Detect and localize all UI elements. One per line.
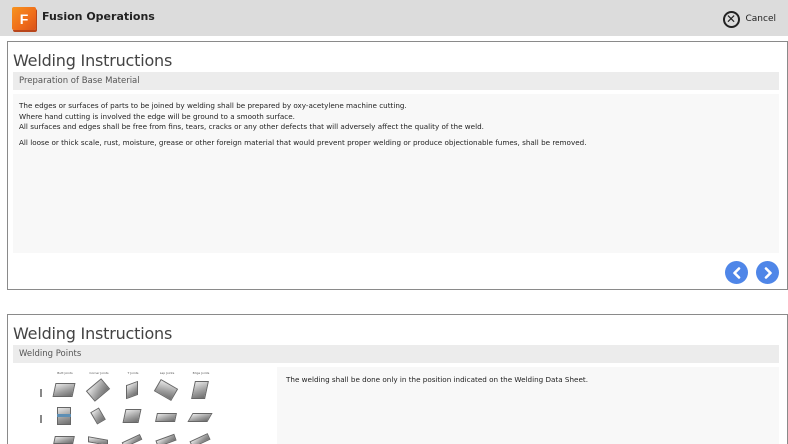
edge-joint-figure bbox=[185, 432, 215, 444]
instruction-panel-welding-points bbox=[7, 314, 788, 444]
welding-points-text bbox=[277, 367, 779, 444]
app-logo-icon bbox=[12, 7, 36, 30]
section-header bbox=[13, 345, 779, 363]
butt-joint-figure bbox=[49, 406, 79, 428]
joint-header: T Joints bbox=[127, 371, 139, 375]
logo-letter: F bbox=[19, 10, 29, 27]
instruction-paragraph: Where hand cutting is involved the edge will be ground to a smooth surface. bbox=[19, 111, 295, 121]
welding-joints-image bbox=[13, 367, 275, 444]
joint-header: Lap Joints bbox=[159, 371, 175, 375]
instruction-panel-base-material bbox=[7, 41, 788, 290]
next-button[interactable] bbox=[756, 261, 779, 284]
edge-joint-figure bbox=[185, 380, 215, 402]
corner-joint-figure bbox=[83, 380, 113, 402]
chevron-right-icon bbox=[762, 267, 774, 279]
corner-joint-figure bbox=[83, 406, 113, 428]
instruction-paragraph: All loose or thick scale, rust, moisture, grease or other foreign material that would prevent proper welding or produce objectionable fumes, shall be removed. bbox=[19, 137, 587, 147]
instruction-content bbox=[13, 94, 779, 253]
joint-header: Corner Joints bbox=[89, 371, 109, 375]
edge-joint-figure bbox=[185, 406, 215, 428]
instruction-paragraph: The welding shall be done only in the position indicated on the Welding Data Sheet. bbox=[286, 375, 588, 384]
joint-types-grid bbox=[49, 371, 217, 444]
section-title: Welding Points bbox=[19, 349, 82, 359]
previous-button[interactable] bbox=[725, 261, 748, 284]
panel-title: Welding Instructions bbox=[13, 51, 173, 70]
cancel-button[interactable] bbox=[723, 9, 777, 29]
t-joint-figure bbox=[117, 406, 147, 428]
instruction-content bbox=[13, 367, 779, 444]
app-header bbox=[0, 0, 788, 36]
butt-joint-figure bbox=[49, 380, 79, 402]
lap-joint-figure bbox=[151, 432, 181, 444]
lap-joint-figure bbox=[151, 380, 181, 402]
t-joint-figure bbox=[117, 432, 147, 444]
lap-joint-figure bbox=[151, 406, 181, 428]
row-marker bbox=[40, 415, 42, 423]
butt-joint-figure bbox=[49, 432, 79, 444]
joint-header: Butt Joints bbox=[57, 371, 73, 375]
app-title: Fusion Operations bbox=[42, 10, 155, 23]
joint-header: Edge Joints bbox=[192, 371, 210, 375]
cancel-label: Cancel bbox=[745, 14, 776, 24]
section-header bbox=[13, 72, 779, 90]
close-circle-icon: ✕ bbox=[723, 11, 740, 28]
corner-joint-figure bbox=[83, 432, 113, 444]
instruction-paragraph: The edges or surfaces of parts to be joined by welding shall be prepared by oxy-acetylene machine cutting. bbox=[19, 101, 407, 110]
panel-title: Welding Instructions bbox=[13, 324, 173, 343]
row-marker bbox=[40, 389, 42, 397]
pagination-controls bbox=[725, 261, 779, 284]
t-joint-figure bbox=[117, 380, 147, 402]
chevron-left-icon bbox=[731, 267, 743, 279]
instruction-paragraph: All surfaces and edges shall be free from fins, tears, cracks or any other defects that will adversely affect the quality of the weld. bbox=[19, 122, 484, 131]
section-title: Preparation of Base Material bbox=[19, 76, 140, 86]
